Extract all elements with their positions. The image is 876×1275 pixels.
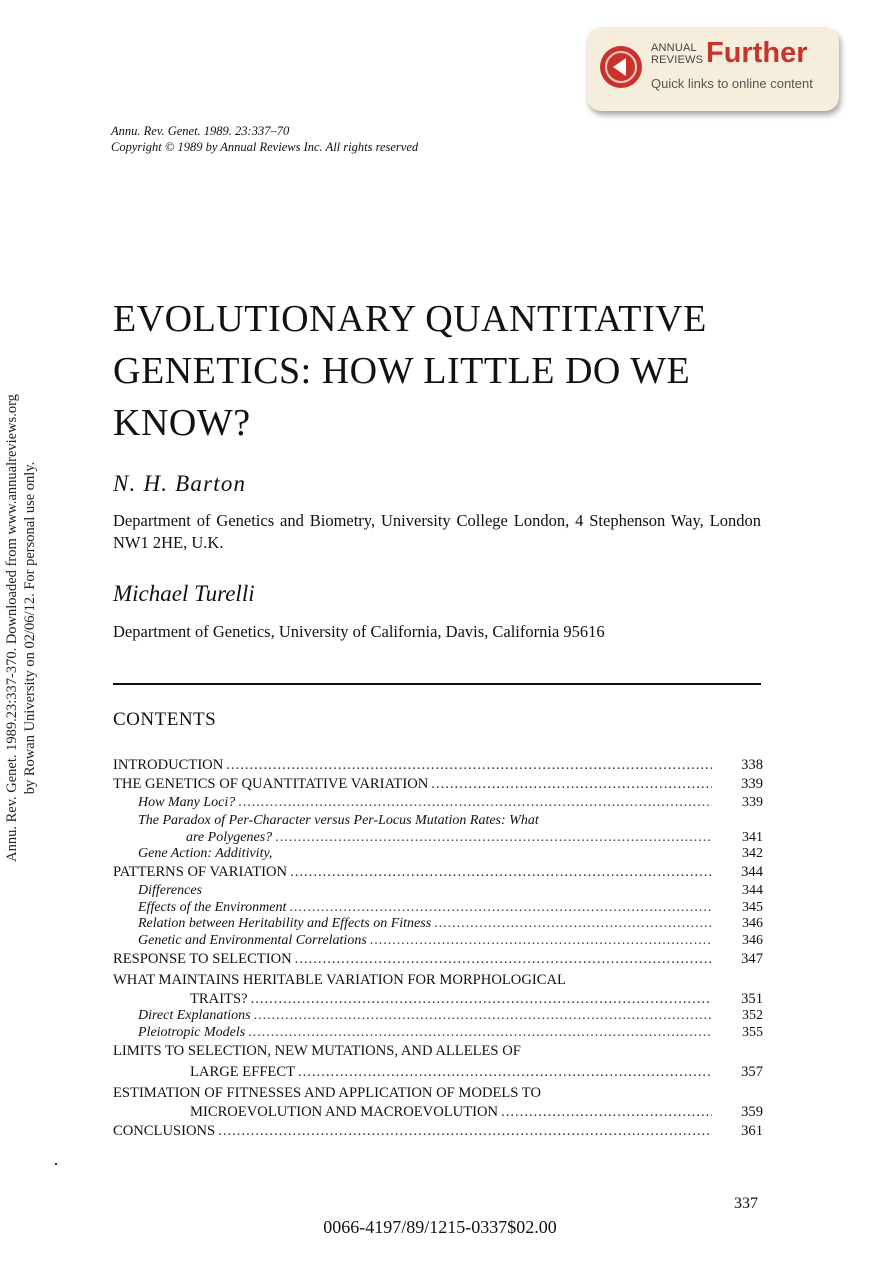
toc-entry-title-cont: MICROEVOLUTION AND MACROEVOLUTION xyxy=(190,1104,499,1120)
download-side-note xyxy=(3,348,39,908)
page-number: 337 xyxy=(734,1195,758,1212)
toc-entry-title: THE GENETICS OF QUANTITATIVE VARIATION xyxy=(113,776,429,792)
further-badge[interactable] xyxy=(587,27,839,111)
toc-subentry[interactable] xyxy=(113,900,763,917)
toc-entry-continuation[interactable] xyxy=(113,1104,763,1121)
toc-entry-title: Effects of the Environment xyxy=(138,899,287,915)
toc-entry[interactable] xyxy=(113,757,763,774)
toc-entry[interactable] xyxy=(113,970,763,991)
toc-entry-title: INTRODUCTION xyxy=(113,757,224,773)
toc-entry-page: 347 xyxy=(741,951,763,967)
toc-subentry[interactable] xyxy=(113,916,763,933)
toc-entry-page: 352 xyxy=(742,1008,763,1023)
toc-entry-page: 341 xyxy=(742,829,763,845)
title-line-3: KNOW? xyxy=(113,402,251,444)
table-of-contents xyxy=(113,757,763,1142)
toc-entry-title: Gene Action: Additivity, xyxy=(138,845,273,861)
toc-entry-title: How Many Loci? xyxy=(138,795,236,810)
toc-leader xyxy=(254,1008,712,1025)
toc-entry-title: WHAT MAINTAINS HERITABLE VARIATION FOR MORPHOLOGICAL xyxy=(113,972,566,988)
title-line-2: GENETICS: HOW LITTLE DO WE xyxy=(113,350,691,392)
toc-subentry-continuation[interactable] xyxy=(113,829,763,846)
toc-entry[interactable] xyxy=(113,774,763,795)
toc-entry-title: ESTIMATION OF FITNESSES AND APPLICATION OF MODELS TO xyxy=(113,1085,541,1101)
toc-leader xyxy=(434,916,712,933)
article-title xyxy=(113,293,753,449)
toc-entry-page: 342 xyxy=(742,845,763,861)
toc-entry-page: 351 xyxy=(741,991,763,1007)
toc-leader xyxy=(251,991,712,1008)
toc-leader xyxy=(370,933,712,950)
author-name: N. H. Barton xyxy=(113,471,247,496)
toc-entry-title-cont: LARGE EFFECT xyxy=(190,1064,295,1080)
toc-entry-title: RESPONSE TO SELECTION xyxy=(113,951,292,967)
author-name: Michael Turelli xyxy=(113,581,255,606)
journal-citation: Annu. Rev. Genet. 1989. 23:337–70 xyxy=(111,124,290,138)
toc-leader xyxy=(238,795,712,812)
toc-entry-title-cont: are Polygenes? xyxy=(186,829,273,845)
copyright-line: Copyright © 1989 by Annual Reviews Inc. All rights reserved xyxy=(111,140,419,154)
annual-word: ANNUAL xyxy=(651,42,697,54)
side-note-line-1: Annu. Rev. Genet. 1989.23:337-370. Downloaded from www.annualreviews.org xyxy=(4,394,20,862)
toc-entry-title: Relation between Heritability and Effects on Fitness xyxy=(138,916,432,931)
toc-entry-title-cont: TRAITS? xyxy=(190,991,248,1007)
toc-entry[interactable] xyxy=(113,1041,763,1062)
toc-entry-title: PATTERNS OF VARIATION xyxy=(113,864,288,880)
toc-entry-page: 345 xyxy=(742,899,763,915)
further-subtitle: Quick links to online content xyxy=(651,76,813,91)
toc-entry-title: The Paradox of Per-Character versus Per-Locus Mutation Rates: What xyxy=(138,812,539,828)
scan-speck xyxy=(55,1163,57,1165)
toc-entry-continuation[interactable] xyxy=(113,991,763,1008)
further-word: Further xyxy=(706,37,808,69)
toc-entry-page: 359 xyxy=(741,1104,763,1120)
play-back-icon xyxy=(599,45,643,89)
toc-entry-title: LIMITS TO SELECTION, NEW MUTATIONS, AND ALLELES OF xyxy=(113,1043,521,1059)
toc-entry-title: CONCLUSIONS xyxy=(113,1123,216,1139)
toc-leader xyxy=(298,1062,712,1083)
toc-entry-title: Genetic and Environmental Correlations xyxy=(138,932,367,948)
toc-entry-page: 344 xyxy=(741,864,763,880)
toc-entry-title: Direct Explanations xyxy=(138,1008,251,1023)
side-note-line-2: by Rowan University on 02/06/12. For personal use only. xyxy=(22,461,38,795)
toc-subentry[interactable] xyxy=(113,846,763,863)
toc-leader xyxy=(431,774,712,795)
contents-heading: CONTENTS xyxy=(113,709,217,730)
toc-entry-page: 355 xyxy=(742,1024,763,1040)
toc-entry-page: 339 xyxy=(742,795,763,810)
toc-leader xyxy=(289,900,712,917)
toc-leader xyxy=(248,1025,712,1042)
toc-entry-page: 357 xyxy=(741,1064,763,1080)
toc-entry-title: Pleiotropic Models xyxy=(138,1024,246,1040)
toc-entry-page: 346 xyxy=(742,932,763,948)
toc-entry-page: 338 xyxy=(741,757,763,773)
toc-entry-page: 346 xyxy=(742,916,763,931)
toc-subentry[interactable] xyxy=(113,795,763,812)
toc-subentry[interactable] xyxy=(113,812,763,829)
toc-leader xyxy=(290,862,712,883)
section-divider xyxy=(113,683,761,685)
toc-subentry[interactable] xyxy=(113,883,763,900)
toc-entry-title: Differences xyxy=(138,883,203,898)
toc-subentry[interactable] xyxy=(113,933,763,950)
price-code: 0066-4197/89/1215-0337$02.00 xyxy=(323,1217,557,1237)
author-affiliation: Department of Genetics and Biometry, University College London, 4 Stephenson Way, London NW1 2HE, U.K. xyxy=(113,511,761,552)
reviews-word: REVIEWS xyxy=(651,54,704,66)
toc-entry-page: 344 xyxy=(742,883,763,898)
toc-leader xyxy=(501,1104,712,1121)
toc-entry-continuation[interactable] xyxy=(113,1062,763,1083)
toc-subentry[interactable] xyxy=(113,1025,763,1042)
toc-entry[interactable] xyxy=(113,862,763,883)
toc-entry-page: 361 xyxy=(741,1123,763,1139)
toc-entry[interactable] xyxy=(113,1121,763,1142)
toc-leader xyxy=(275,829,712,846)
toc-subentry[interactable] xyxy=(113,1008,763,1025)
toc-leader xyxy=(226,757,712,774)
toc-leader xyxy=(295,949,712,970)
toc-entry-page: 339 xyxy=(741,776,763,792)
toc-leader xyxy=(218,1121,712,1142)
author-affiliation: Department of Genetics, University of California, Davis, California 95616 xyxy=(113,622,605,641)
toc-entry[interactable] xyxy=(113,1083,763,1104)
toc-entry[interactable] xyxy=(113,949,763,970)
title-line-1: EVOLUTIONARY QUANTITATIVE xyxy=(113,298,707,340)
